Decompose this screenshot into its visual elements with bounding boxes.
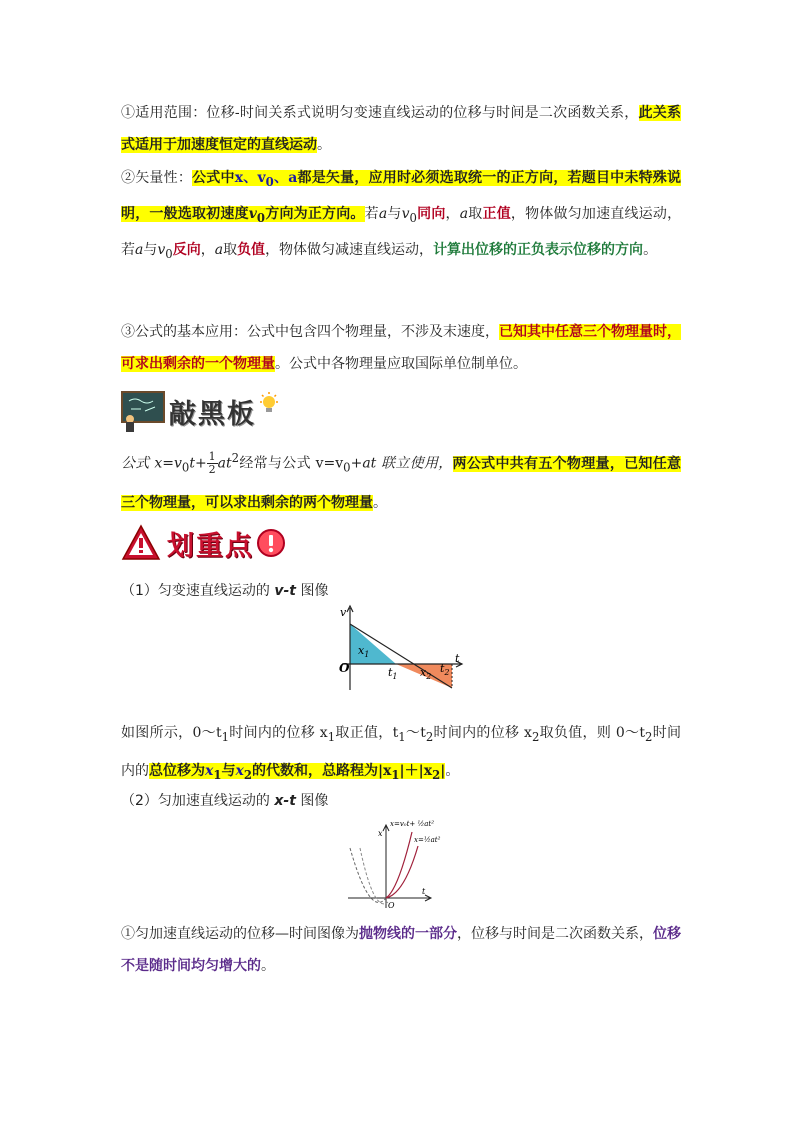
- area-positive: [350, 624, 396, 664]
- t-axis-label: t: [455, 652, 460, 665]
- highlight-text: 已知其中任意三个物理量时，可求出剩余的一个物理量: [121, 324, 681, 372]
- x-axis-label: x: [378, 829, 383, 838]
- subheading-xt-graph: （2）匀加速直线运动的 x-t 图像: [121, 793, 329, 809]
- text: ②矢量性：: [121, 170, 193, 186]
- paragraph-applicability: [121, 97, 681, 161]
- heading-title: 划重点: [167, 530, 254, 562]
- vt-graph: [336, 604, 466, 694]
- parabola-dashed: [350, 848, 386, 902]
- equation-label: x=v₀t+ ½at²: [390, 820, 435, 828]
- text: ③公式的基本应用：公式中包含四个物理量，不涉及末速度，: [121, 324, 499, 340]
- paragraph-xt-explanation: ①匀加速直线运动的位移—时间图像为抛物线的一部分，位移与时间是二次函数关系，位移不是随时间均匀增大的。: [121, 926, 681, 974]
- paragraph-formula: 公式 $x=v_0t+$ $\frac{1}{2}$ $at^2$经常与公式 $v=v_0+at$ 联立使用，两公式中共有五个物理量，已知任意三个物理量，可以求出剩余的两个物理量。: [121, 450, 682, 512]
- text: 。公式中各物理量应取国际单位制单位。: [275, 356, 527, 372]
- t1-label: $t_1$: [388, 666, 398, 681]
- highlight-text: 两公式中共有五个物理量，已知任意三个物理量，可以求出剩余的两个物理量: [121, 455, 682, 512]
- xt-graph: [330, 818, 450, 912]
- text: 。: [317, 137, 331, 153]
- lightbulb-icon: [258, 391, 280, 417]
- heading-blackboard: [121, 386, 280, 436]
- blackboard-icon: [121, 389, 165, 433]
- highlight-text: 此关系式适用于加速度恒定的直线运动: [121, 105, 682, 153]
- paragraph-vt-explanation: 如图所示，$0\sim t_1$时间内的位移 $x_1$取正值，$t_1\sim t_2$时间内的位移 $x_2$取负值，则 $0\sim t_2$时间内的总位移为$x_1$与$x_2$的代数和，总路程为$|x_1|+|x_2|$。: [121, 725, 681, 782]
- warning-icon: [121, 524, 161, 562]
- parabola-dashed: [360, 848, 388, 904]
- heading-key-points: [121, 518, 286, 568]
- fraction-half: $\frac{1}{2}$: [208, 450, 216, 477]
- v-axis-label: v: [340, 606, 347, 619]
- text: ①适用范围：位移-时间关系式说明匀变速直线运动的位移与时间是二次函数关系，: [121, 105, 639, 121]
- exclamation-icon: [256, 528, 286, 558]
- paragraph-application: [121, 316, 681, 380]
- highlight-text: 总位移为$x_1$与$x_2$的代数和，总路程为$|x_1|+|x_2|$: [149, 762, 446, 782]
- subheading-vt-graph: （1）匀变速直线运动的 v-t 图像: [121, 583, 329, 599]
- x1-label: $x_1$: [358, 644, 370, 659]
- t2-label: $t_2$: [440, 662, 450, 677]
- t-axis-label: t: [422, 887, 426, 896]
- origin-label: O: [388, 901, 395, 910]
- heading-title: 敲黑板: [169, 398, 256, 430]
- highlight-text: 公式中x、$v_0$、a都是矢量，应用时必须选取统一的正方向，若题目中未特殊说明，一般选取初速度$v_0$方向为正方向。: [121, 170, 682, 225]
- origin-label: O: [339, 661, 350, 675]
- parabola-curve: [386, 846, 418, 898]
- x2-label: $x_2$: [420, 666, 432, 681]
- equation-label: x=½at²: [414, 836, 441, 844]
- paragraph-vector: ②矢量性：公式中x、$v_0$、a都是矢量，应用时必须选取统一的正方向，若题目中未特殊说明，一般选取初速度$v_0$方向为正方向。若a与$v_0$同向，a取正值，物体做匀加速直线运动，若a与$v_0$反向，a取负值，物体做匀减速直线运动，计算出位移的正负表示位移的方向。: [121, 170, 682, 261]
